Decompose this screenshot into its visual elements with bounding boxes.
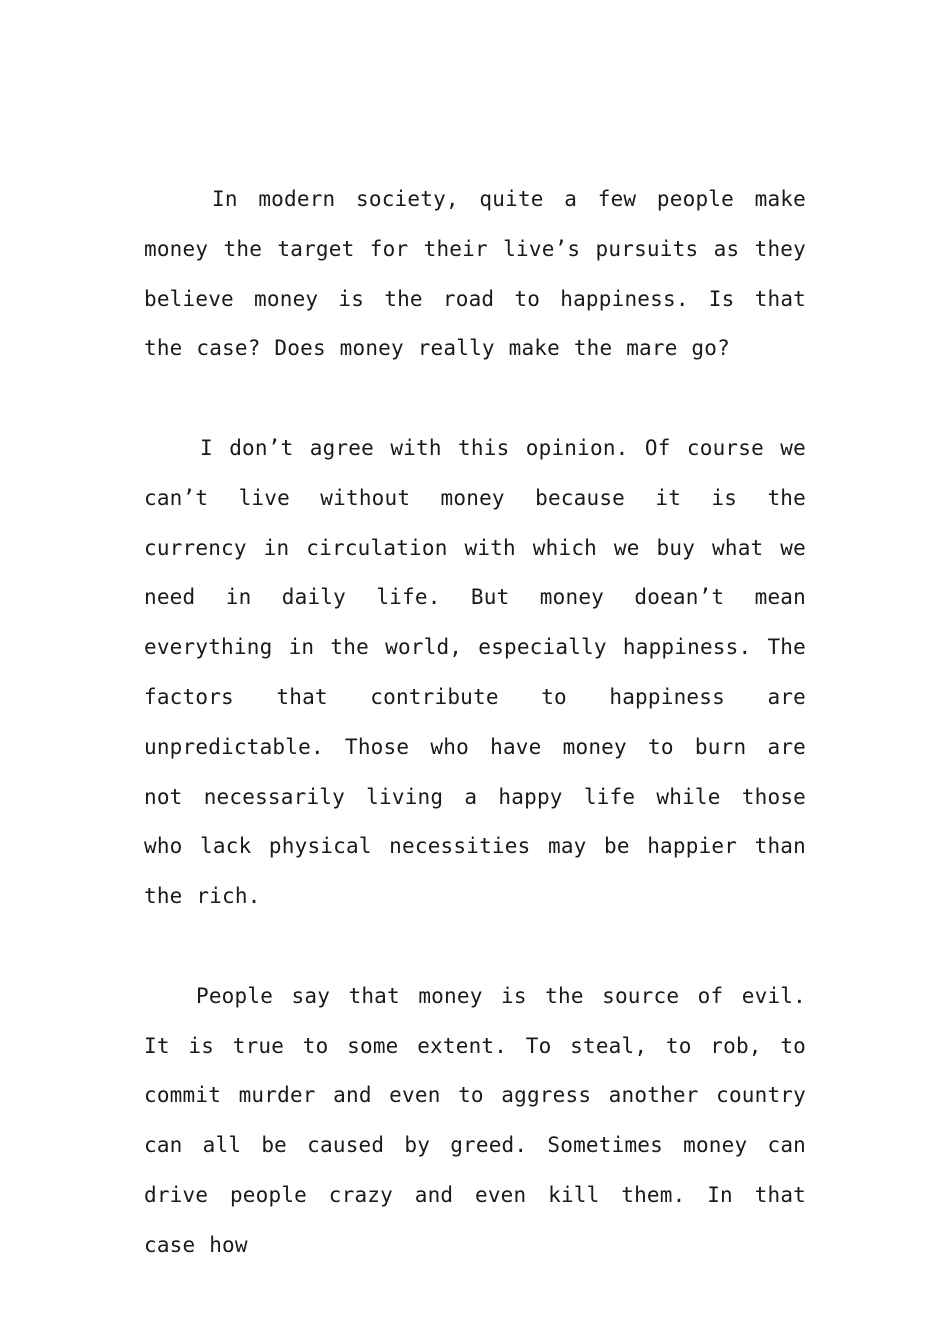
- paragraph-3: People say that money is the source of evil. It is true to some extent. To steal, to rob, to commit murder and even to aggress another country can all be caused by greed. Sometimes money can drive people crazy and even kill them. In that case how: [144, 983, 806, 1257]
- document-body: [144, 175, 806, 1320]
- paragraph-1: In modern society, quite a few people make money the target for their live’s pursuits as they believe money is the road to happiness. Is that the case? Does money really make the mare go?: [144, 187, 806, 361]
- paragraph-2: I don’t agree with this opinion. Of course we can’t live without money because it is the currency in circulation with which we buy what we need in daily life. But money doean’t mean everything in the world, especially happiness. The factors that contribute to happiness are unpredictable. Those who have money to burn are not necessarily living a happy life while those who lack physical necessities may be happier than the rich.: [144, 435, 806, 909]
